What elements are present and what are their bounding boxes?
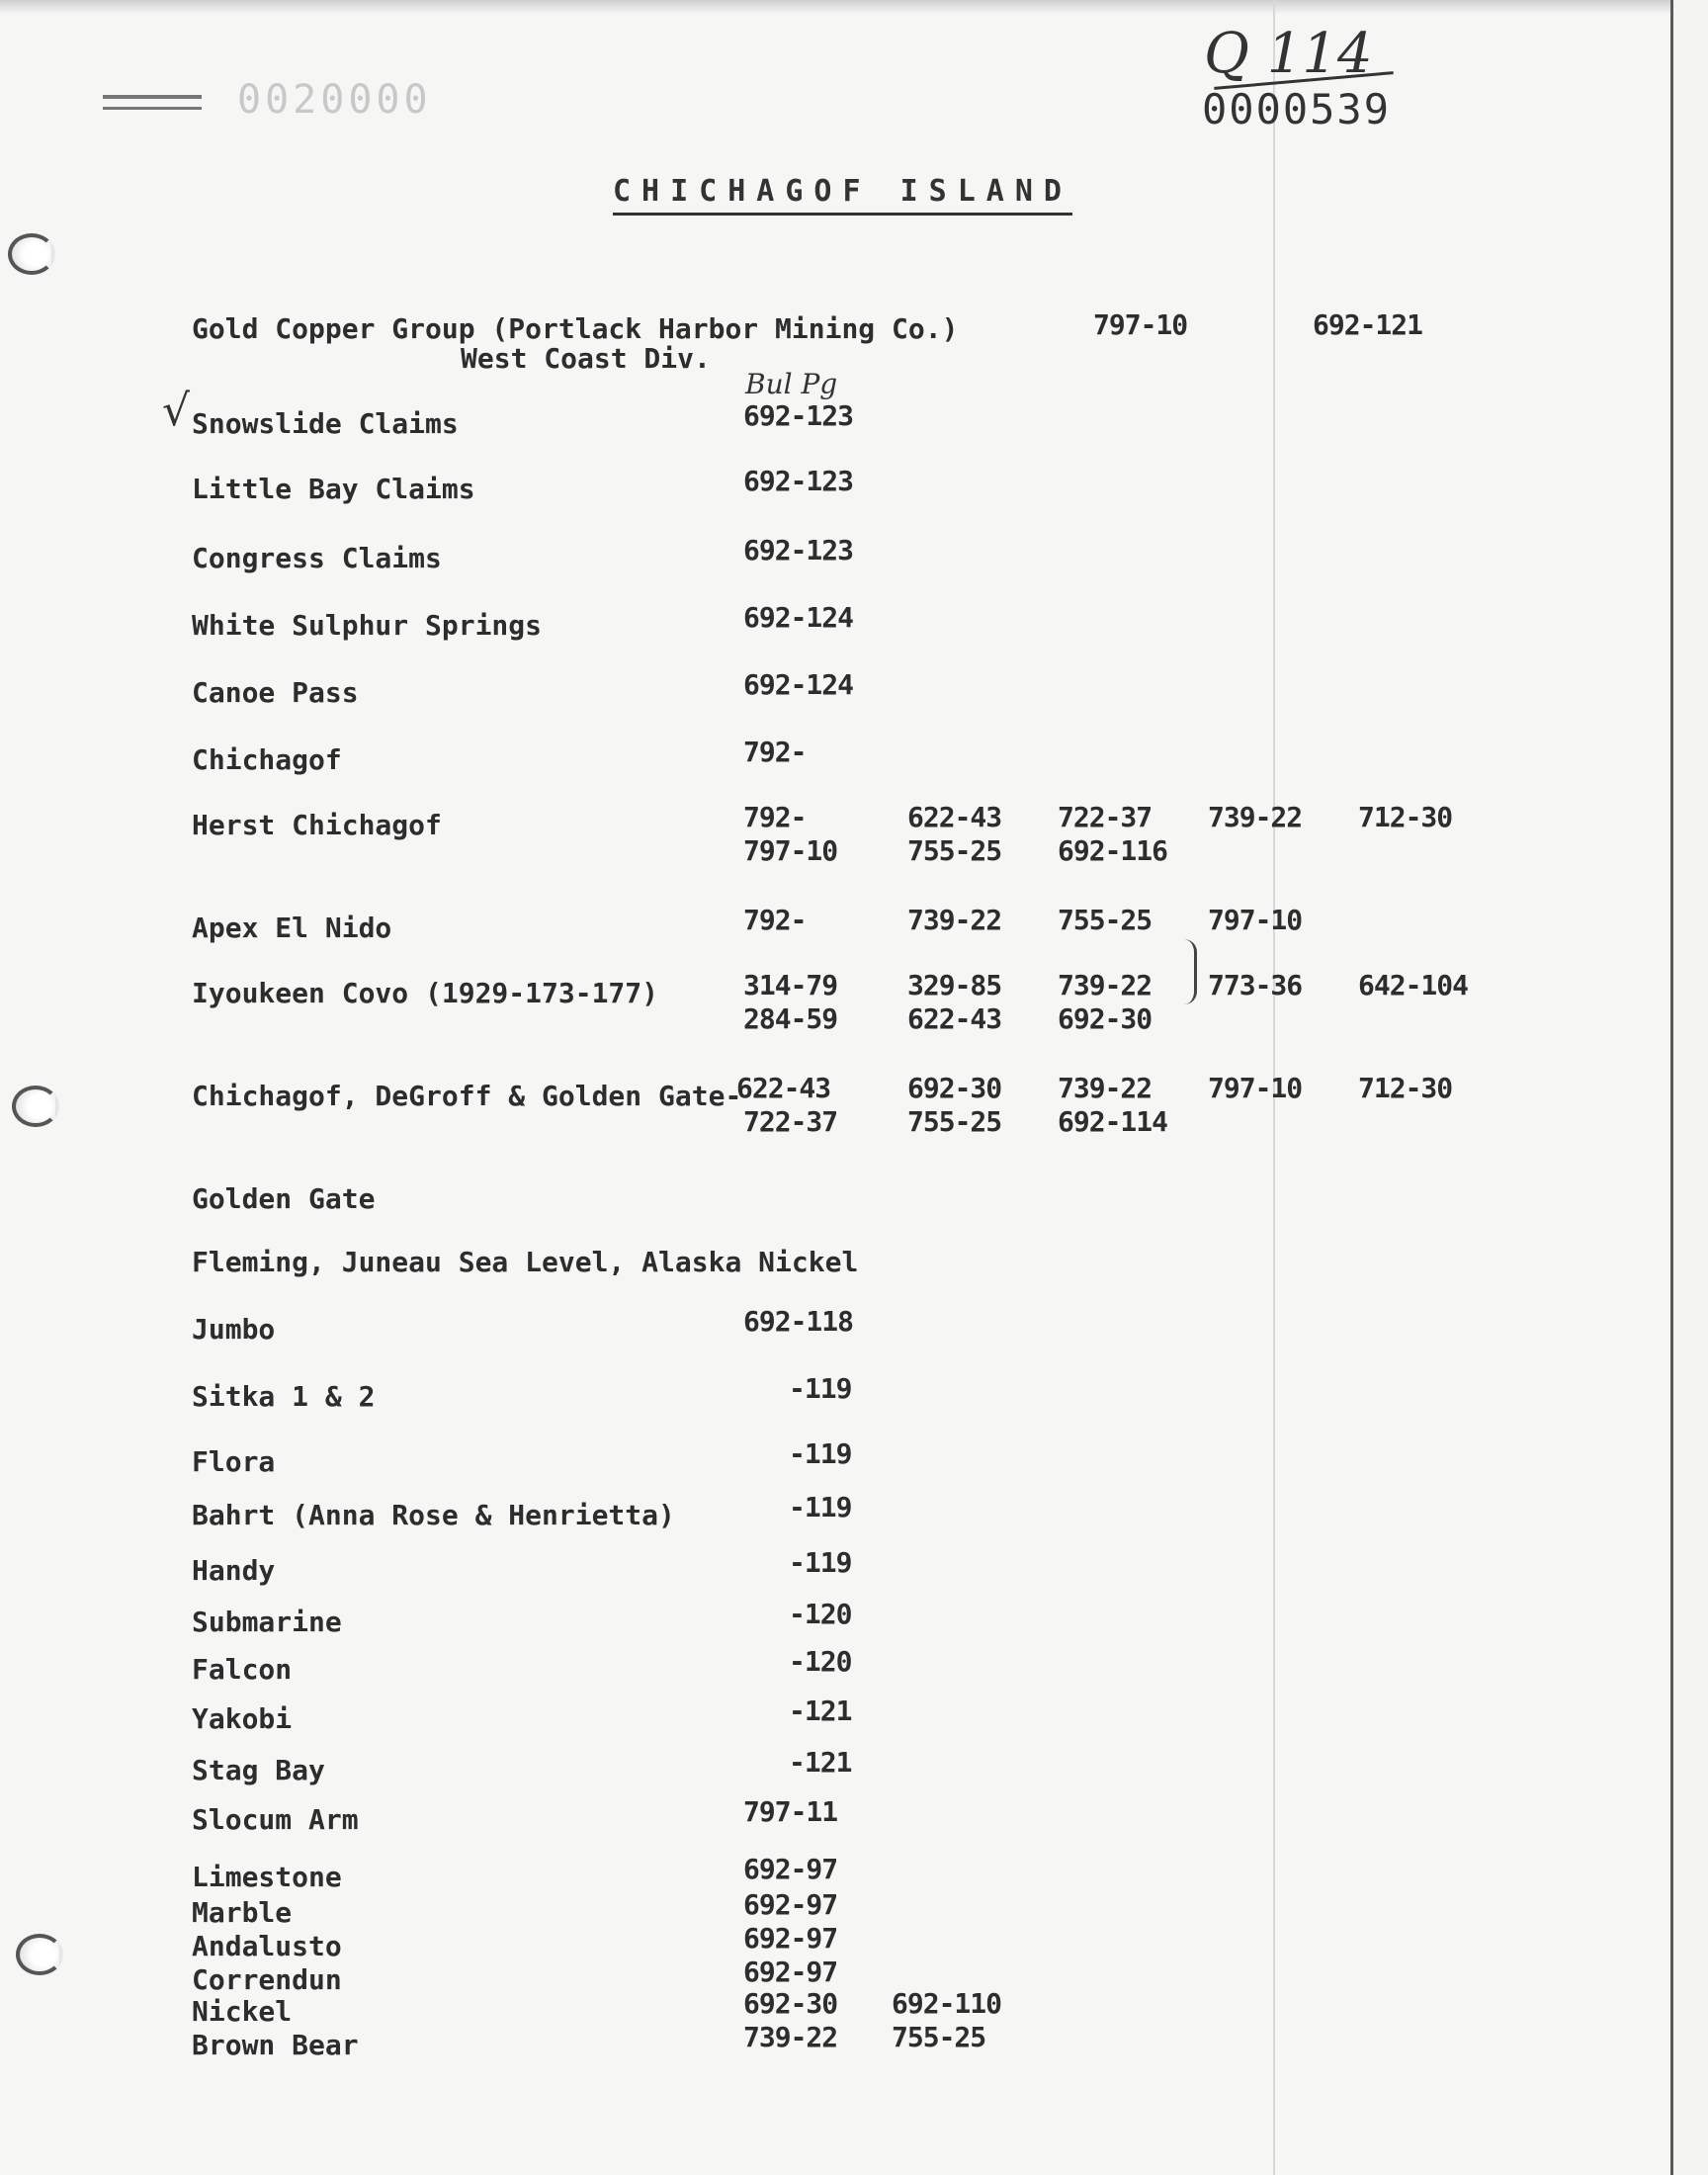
reference-number: 797-10 <box>1208 904 1303 936</box>
reference-number: 329-85 <box>907 969 1002 1001</box>
reference-number: 739-22 <box>1208 801 1303 833</box>
reference-number: 692-110 <box>892 1987 1002 2020</box>
entry-name: Golden Gate <box>192 1182 376 1215</box>
reference-number: -120 <box>789 1645 852 1678</box>
reference-number: 739-22 <box>907 904 1002 936</box>
reference-number: -119 <box>789 1437 852 1470</box>
document-number: 0000539 <box>1202 85 1392 133</box>
entry-name: Little Bay Claims <box>192 473 475 505</box>
reference-number: -119 <box>789 1491 852 1523</box>
entry-name: Flora <box>192 1445 276 1478</box>
reference-number: 622-43 <box>907 1002 1002 1035</box>
reference-number: 314-79 <box>743 969 838 1001</box>
reference-number: 722-37 <box>1058 801 1153 833</box>
entry-name: Chichagof, DeGroff & Golden Gate- <box>192 1080 742 1112</box>
reference-number: 692-30 <box>1058 1002 1153 1035</box>
reference-number: 755-25 <box>907 1105 1002 1138</box>
entry-name: Iyoukeen Covo (1929-173-177) <box>192 977 659 1009</box>
entry-name: Jumbo <box>192 1313 276 1346</box>
punch-hole <box>16 1934 63 1975</box>
checkmark-annotation: √ <box>162 386 191 436</box>
reference-number: 622-43 <box>907 801 1002 833</box>
punch-hole <box>12 1086 59 1127</box>
reference-number: 642-104 <box>1358 969 1469 1001</box>
entry-name: Congress Claims <box>192 542 442 574</box>
reference-number: -120 <box>789 1598 852 1630</box>
entry-name: Falcon <box>192 1653 293 1686</box>
bleed-through-number: 0020000 <box>237 77 432 123</box>
reference-number: 712-30 <box>1358 801 1453 833</box>
reference-number: 797-10 <box>1208 1072 1303 1104</box>
page-title: CHICHAGOF ISLAND <box>613 174 1072 216</box>
reference-number: 755-25 <box>892 2021 986 2053</box>
reference-number: 692-124 <box>743 668 854 701</box>
handwritten-code: Q 114 <box>1204 22 1373 86</box>
reference-number: 722-37 <box>743 1105 838 1138</box>
redaction-mark <box>103 107 202 110</box>
reference-number: -119 <box>789 1546 852 1579</box>
entry-name: Herst Chichagof <box>192 809 442 841</box>
reference-number: 692-123 <box>743 465 854 497</box>
reference-number: 692-30 <box>743 1987 838 2020</box>
entry-name: Yakobi <box>192 1702 293 1735</box>
reference-number: 692-123 <box>743 399 854 432</box>
reference-number: 692-97 <box>743 1853 838 1885</box>
entry-name: Bahrt (Anna Rose & Henrietta) <box>192 1499 675 1531</box>
scan-shadow <box>0 0 1670 14</box>
reference-number: 692-116 <box>1058 834 1168 867</box>
handwritten-bracket <box>1184 939 1197 1004</box>
entry-name: Brown Bear <box>192 2029 359 2061</box>
reference-number: -121 <box>789 1695 852 1727</box>
reference-number: 792- <box>743 801 807 833</box>
reference-number: 692-121 <box>1313 308 1423 341</box>
entry-name: Slocum Arm <box>192 1803 359 1836</box>
reference-number: 692-97 <box>743 1888 838 1921</box>
entry-name: Snowslide Claims <box>192 407 459 440</box>
reference-number: 773-36 <box>1208 969 1303 1001</box>
entry-name: Marble <box>192 1896 293 1929</box>
reference-number: 692-118 <box>743 1305 854 1338</box>
reference-number: 792- <box>743 736 807 768</box>
reference-number: 692-123 <box>743 534 854 566</box>
entry-name: Handy <box>192 1554 276 1587</box>
entry-name: Sitka 1 & 2 <box>192 1380 376 1413</box>
entry-name: Andalusto <box>192 1930 342 1962</box>
entry-subtitle: West Coast Div. <box>461 342 711 375</box>
reference-number: 755-25 <box>907 834 1002 867</box>
reference-number: 284-59 <box>743 1002 838 1035</box>
entry-name: Stag Bay <box>192 1754 325 1786</box>
reference-number: 792- <box>743 904 807 936</box>
reference-number: 797-10 <box>743 834 838 867</box>
reference-number: 797-11 <box>743 1795 838 1828</box>
entry-name: Canoe Pass <box>192 676 359 709</box>
reference-number: 692-30 <box>907 1072 1002 1104</box>
reference-number: 739-22 <box>743 2021 838 2053</box>
reference-number: 739-22 <box>1058 1072 1153 1104</box>
reference-number: 692-124 <box>743 601 854 634</box>
reference-number: -119 <box>789 1372 852 1405</box>
reference-number: 692-114 <box>1058 1105 1168 1138</box>
entry-name: Limestone <box>192 1861 342 1893</box>
reference-number: 692-97 <box>743 1956 838 1988</box>
entry-name: Nickel <box>192 1995 293 2028</box>
entry-name: Correndun <box>192 1963 342 1996</box>
redaction-mark <box>103 95 202 99</box>
entry-name: Apex El Nido <box>192 912 392 944</box>
reference-number: 712-30 <box>1358 1072 1453 1104</box>
entry-name: Submarine <box>192 1606 342 1638</box>
handwritten-note: Bul Pg <box>745 368 838 400</box>
entry-name: Fleming, Juneau Sea Level, Alaska Nickel <box>192 1246 859 1278</box>
entry-name: Chichagof <box>192 743 342 776</box>
entry-name: Gold Copper Group (Portlack Harbor Mining Co.) <box>192 312 959 345</box>
reference-number: -121 <box>789 1746 852 1779</box>
reference-number: 622-43 <box>736 1072 831 1104</box>
reference-number: 755-25 <box>1058 904 1153 936</box>
reference-number: 739-22 <box>1058 969 1153 1001</box>
entry-name: White Sulphur Springs <box>192 609 543 642</box>
punch-hole <box>8 233 55 275</box>
reference-number: 797-10 <box>1093 308 1188 341</box>
reference-number: 692-97 <box>743 1922 838 1955</box>
